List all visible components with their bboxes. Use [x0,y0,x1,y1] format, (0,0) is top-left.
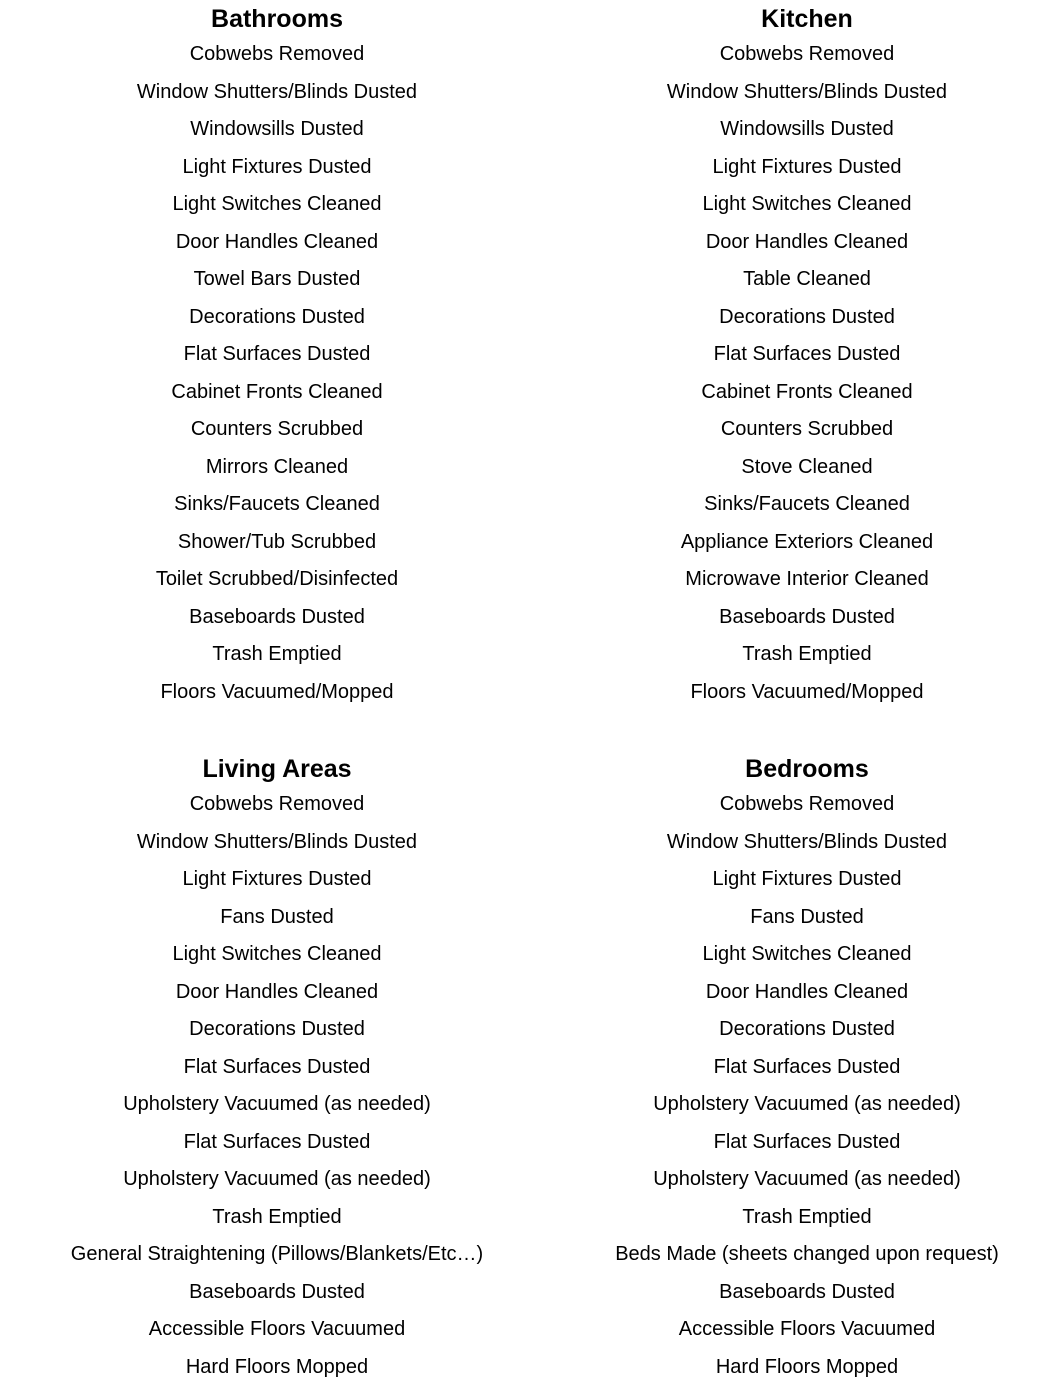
task-list [12,786,542,1386]
task-item: Hard Floors Mopped [715,1355,899,1378]
task-item: Light Fixtures Dusted [182,155,372,178]
section-title: Living Areas [202,755,352,783]
task-item: Counters Scrubbed [720,418,894,440]
task-item: Light Switches Cleaned [172,943,382,965]
task-item: Baseboards Dusted [719,1280,895,1303]
task-item: Cobwebs Removed [719,793,895,815]
task-item: Flat Surfaces Dusted [713,1130,901,1153]
task-item: Cobwebs Removed [189,43,365,65]
task-item: Hard Floors Mopped [185,1355,369,1378]
task-item: Door Handles Cleaned [705,980,909,1003]
task-item: Trash Emptied [212,643,342,665]
task-item: Flat Surfaces Dusted [183,1130,371,1153]
task-item: Flat Surfaces Dusted [183,343,371,365]
task-item: Window Shutters/Blinds Dusted [136,830,418,853]
task-item: Accessible Floors Vacuumed [678,1318,936,1340]
task-item: Accessible Floors Vacuumed [148,1318,406,1340]
section-title: Bathrooms [211,5,343,33]
task-item: Door Handles Cleaned [175,980,379,1003]
task-item: Sinks/Faucets Cleaned [704,493,910,515]
task-item: Decorations Dusted [189,305,365,328]
task-item: Trash Emptied [742,643,872,665]
section-bathrooms [12,2,542,711]
task-item: Counters Scrubbed [190,418,364,440]
task-item: Table Cleaned [743,268,871,290]
section-title: Bedrooms [745,755,869,783]
task-item: Baseboards Dusted [189,605,365,628]
section-kitchen [542,2,1062,711]
task-item: Door Handles Cleaned [175,230,379,253]
task-item: Light Switches Cleaned [702,943,912,965]
task-item: Beds Made (sheets changed upon request) [615,1243,999,1265]
task-item: Stove Cleaned [741,455,873,478]
task-item: Upholstery Vacuumed (as needed) [123,1168,431,1190]
task-item: Window Shutters/Blinds Dusted [136,80,418,103]
task-item: Trash Emptied [212,1205,342,1228]
task-item: Flat Surfaces Dusted [713,343,901,365]
task-item: Sinks/Faucets Cleaned [174,493,380,515]
task-item: Microwave Interior Cleaned [685,568,929,590]
task-item: Upholstery Vacuumed (as needed) [653,1168,961,1190]
task-item: Upholstery Vacuumed (as needed) [123,1093,431,1115]
task-item: Window Shutters/Blinds Dusted [666,80,948,103]
task-item: Floors Vacuumed/Mopped [690,680,924,703]
task-item: Flat Surfaces Dusted [713,1055,901,1078]
task-item: Mirrors Cleaned [205,455,349,478]
task-item: Light Fixtures Dusted [712,155,902,178]
task-item: Light Switches Cleaned [702,193,912,215]
task-item: Decorations Dusted [189,1018,365,1040]
task-item: Door Handles Cleaned [705,230,909,253]
task-list [542,786,1062,1386]
task-item: Toilet Scrubbed/Disinfected [155,568,399,590]
task-item: Light Switches Cleaned [172,193,382,215]
task-item: Fans Dusted [750,905,864,928]
task-item: Window Shutters/Blinds Dusted [666,830,948,853]
task-item: Upholstery Vacuumed (as needed) [653,1093,961,1115]
task-list [12,36,542,711]
task-item: Windowsills Dusted [190,118,364,140]
task-item: Cobwebs Removed [719,43,895,65]
task-item: Light Fixtures Dusted [182,868,372,890]
task-item: Decorations Dusted [719,1018,895,1040]
task-item: Baseboards Dusted [719,605,895,628]
section-title: Kitchen [761,5,853,33]
task-list [542,36,1062,711]
task-item: Light Fixtures Dusted [712,868,902,890]
task-item: Flat Surfaces Dusted [183,1055,371,1078]
task-item: Windowsills Dusted [720,118,894,140]
task-item: Cabinet Fronts Cleaned [701,380,913,403]
section-bedrooms [542,752,1062,1386]
task-item: Cobwebs Removed [189,793,365,815]
task-item: Decorations Dusted [719,305,895,328]
task-item: Trash Emptied [742,1205,872,1228]
task-item: Towel Bars Dusted [193,268,361,290]
task-item: Floors Vacuumed/Mopped [160,680,394,703]
task-item: Shower/Tub Scrubbed [177,530,377,553]
task-item: Baseboards Dusted [189,1280,365,1303]
task-item: Fans Dusted [220,905,334,928]
task-item: General Straightening (Pillows/Blankets/Etc…) [70,1243,484,1265]
section-living-areas [12,752,542,1386]
task-item: Cabinet Fronts Cleaned [171,380,383,403]
task-item: Appliance Exteriors Cleaned [680,530,934,553]
